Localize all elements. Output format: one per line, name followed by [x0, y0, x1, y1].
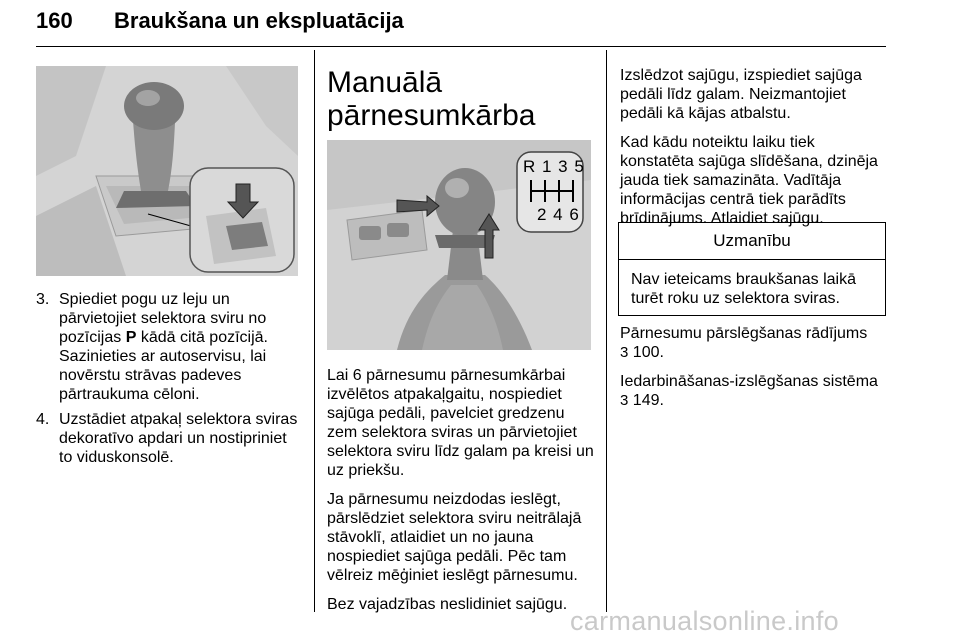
paragraph: Izslēdzot sajūgu, izspiediet sajūga pedāli līdz galam. Neizmantojiet pedāli kā kājas atbalstu.	[620, 67, 862, 122]
gear-pattern-bottom: 2 4 6	[537, 205, 580, 224]
caution-box	[618, 222, 886, 316]
column-divider-right	[606, 50, 607, 612]
middle-column-text	[327, 366, 595, 624]
header-rule	[36, 46, 886, 47]
paragraph: Kad kādu noteiktu laiku tiek konstatēta sajūga slīdēšana, dzinēja jauda tiek samazināta. Vadītāja informācijas centrā tiek parādīts brīdinājums. Atlaidiet sajūgu.	[620, 134, 878, 227]
position-label: P	[125, 329, 137, 346]
reference-gear-indicator	[620, 324, 886, 362]
page-ref-icon: 3	[620, 344, 629, 361]
paragraph: Ja pārnesumu neizdodas ieslēgt, pārslēdziet selektora sviru neitrālajā stāvoklī, atlaidiet un no jauna nospiediet sajūga pedāli. Pēc tam vēlreiz mēģiniet ieslēgt pārnesumu.	[327, 491, 582, 584]
right-column-text	[620, 66, 886, 238]
section-heading-line2: pārnesumkārba	[327, 99, 536, 132]
instruction-list	[36, 290, 300, 467]
step-text: Uzstādiet atpakaļ selektora sviras dekoratīvo apdari un nostipriniet to viduskonsolē.	[59, 411, 298, 466]
section-heading	[327, 66, 535, 132]
cross-references	[620, 324, 886, 420]
step-number: 3.	[36, 291, 50, 308]
reference-page[interactable]: 100.	[632, 344, 664, 361]
reference-stop-start	[620, 372, 886, 410]
caution-text: Nav ieteicams braukšanas laikā turēt roku uz selektora sviras.	[631, 271, 856, 307]
gear-pattern-top: R 1 3 5	[523, 157, 585, 176]
reference-text: Pārnesumu pārslēgšanas rādījums	[620, 325, 868, 342]
paragraph: Bez vajadzības neslidiniet sajūgu.	[327, 596, 568, 613]
instruction-step-4	[36, 410, 300, 467]
instruction-step-3	[36, 290, 300, 404]
reference-text: Iedarbināšanas-izslēgšanas sistēma	[620, 373, 878, 390]
manual-gearbox-figure	[327, 140, 591, 350]
page-number: 160	[36, 8, 73, 33]
reference-page[interactable]: 149.	[632, 392, 664, 409]
page-ref-icon: 3	[620, 392, 629, 409]
left-column-text	[36, 290, 300, 473]
step-text-part2: kādā citā pozīcijā. Sazinieties ar autoservisu, lai novērstu strāvas padeves pārtraukuma cēloni.	[59, 329, 268, 403]
column-divider-left	[314, 50, 315, 612]
step-text-part1: Spiediet pogu uz leju un pārvietojiet selektora sviru no pozīcijas	[59, 291, 267, 346]
watermark: carmanualsonline.info	[570, 606, 839, 636]
caution-title: Uzmanību	[619, 223, 885, 260]
page-title: Braukšana un ekspluatācija	[114, 8, 404, 33]
section-heading-line1: Manuālā	[327, 66, 443, 99]
step-number: 4.	[36, 411, 50, 428]
paragraph: Lai 6 pārnesumu pārnesumkārbai izvēlētos atpakaļgaitu, nospiediet sajūga pedāli, pavelciet gredzenu zem selektora sviras un pārvietojiet selektora sviru līdz galam pa kreisi un uz priekšu.	[327, 367, 594, 479]
selector-lever-figure	[36, 66, 298, 276]
page-header	[0, 0, 960, 50]
